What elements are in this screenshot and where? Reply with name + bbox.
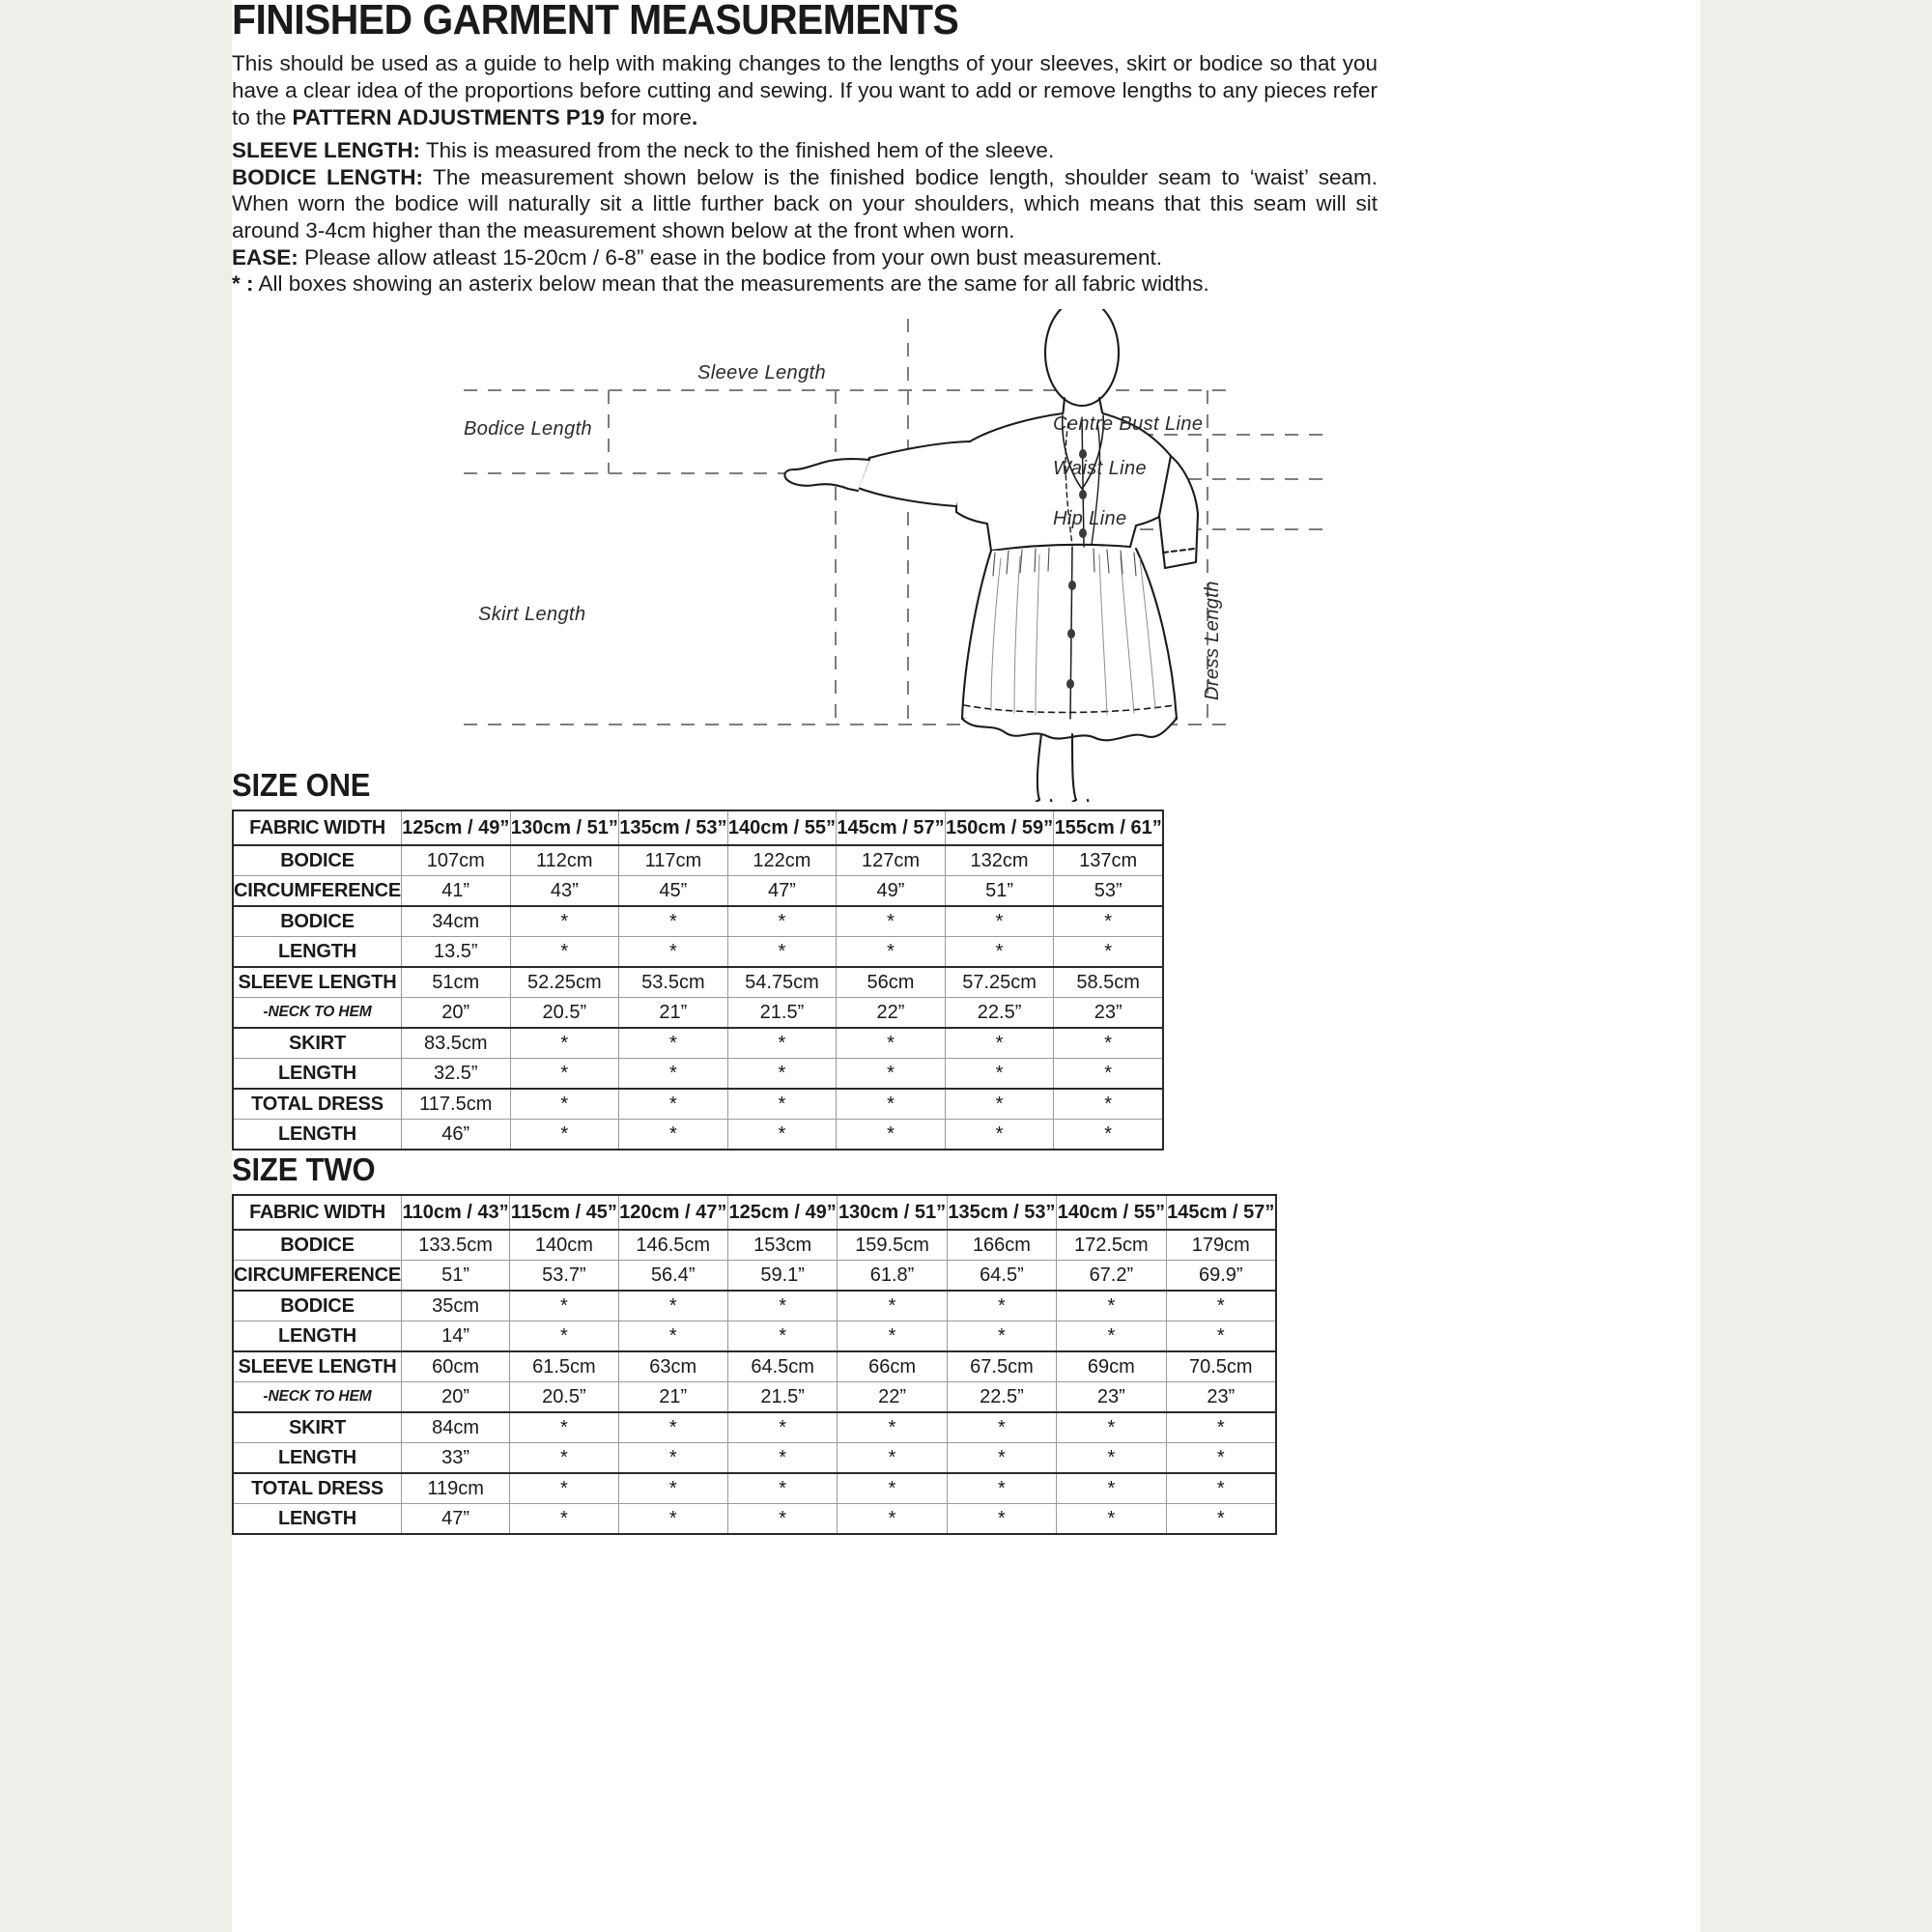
definition-text-asterix: All boxes showing an asterix below mean that the measurements are the same for all fabric widths. xyxy=(253,271,1209,297)
size-two-table xyxy=(232,1194,1277,1535)
definition-term-bodice-length: BODICE LENGTH: xyxy=(232,164,424,189)
cell-asterix: * xyxy=(618,1321,727,1352)
cell-asterix: * xyxy=(947,1321,1056,1352)
cell-asterix: * xyxy=(1057,1473,1166,1504)
header-cell-fabric-width: FABRIC WIDTH xyxy=(233,1195,401,1230)
cell-value-cm: 137cm xyxy=(1054,845,1163,876)
cell-value-cm: 153cm xyxy=(727,1230,837,1261)
cell-value-cm: 117.5cm xyxy=(401,1089,510,1120)
cell-asterix: * xyxy=(1166,1443,1276,1474)
row-label-top: BODICE xyxy=(233,1291,401,1321)
garment-measurement-diagram xyxy=(454,309,1517,802)
cell-value-cm: 34cm xyxy=(401,906,510,937)
cell-asterix: * xyxy=(837,1059,946,1090)
definitions-block xyxy=(232,137,1378,298)
row-label-top: BODICE xyxy=(233,845,401,876)
cell-value-cm: 35cm xyxy=(401,1291,509,1321)
cell-value-cm: 51cm xyxy=(401,967,510,998)
cell-value-cm: 70.5cm xyxy=(1166,1351,1276,1382)
cell-asterix: * xyxy=(1166,1412,1276,1443)
cell-value-inches: 64.5” xyxy=(947,1261,1056,1292)
cell-value-cm: 119cm xyxy=(401,1473,509,1504)
intro-paragraph xyxy=(232,50,1378,131)
cell-value-cm: 133.5cm xyxy=(401,1230,509,1261)
cell-asterix: * xyxy=(618,1504,727,1535)
cell-value-cm: 146.5cm xyxy=(618,1230,727,1261)
cell-value-cm: 67.5cm xyxy=(947,1351,1056,1382)
intro-text-3: . xyxy=(691,104,698,129)
header-cell-fabric-width-option: 130cm / 51” xyxy=(510,810,619,845)
dress-illustration-svg xyxy=(454,309,1517,802)
cell-asterix: * xyxy=(1166,1504,1276,1535)
cell-asterix: * xyxy=(1057,1443,1166,1474)
cell-value-inches: 53” xyxy=(1054,876,1163,907)
cell-value-inches: 43” xyxy=(510,876,619,907)
cell-asterix: * xyxy=(510,1412,618,1443)
table-row xyxy=(233,1059,1163,1090)
cell-asterix: * xyxy=(1054,1059,1163,1090)
cell-value-inches: 45” xyxy=(619,876,728,907)
cell-asterix: * xyxy=(837,1089,946,1120)
cell-asterix: * xyxy=(619,1059,728,1090)
header-cell-fabric-width-option: 155cm / 61” xyxy=(1054,810,1163,845)
row-label-top: TOTAL DRESS xyxy=(233,1089,401,1120)
cell-value-inches: 67.2” xyxy=(1057,1261,1166,1292)
cell-value-cm: 127cm xyxy=(837,845,946,876)
cell-value-inches: 69.9” xyxy=(1166,1261,1276,1292)
header-cell-fabric-width-option: 110cm / 43” xyxy=(401,1195,509,1230)
cell-value-cm: 63cm xyxy=(618,1351,727,1382)
row-label-bottom: -NECK TO HEM xyxy=(233,1382,401,1413)
cell-asterix: * xyxy=(1166,1291,1276,1321)
cell-value-inches: 20.5” xyxy=(510,998,619,1029)
cell-value-cm: 58.5cm xyxy=(1054,967,1163,998)
cell-asterix: * xyxy=(838,1321,947,1352)
cell-value-inches: 22” xyxy=(838,1382,947,1413)
definition-term-sleeve-length: SLEEVE LENGTH: xyxy=(232,138,421,162)
figure-outline xyxy=(784,309,1198,802)
definition-bodice-length xyxy=(232,164,1378,244)
cell-asterix: * xyxy=(1166,1321,1276,1352)
row-label-bottom: LENGTH xyxy=(233,1321,401,1352)
cell-value-inches: 20” xyxy=(401,998,510,1029)
cell-asterix: * xyxy=(945,1120,1054,1151)
cell-value-inches: 21” xyxy=(619,998,728,1029)
cell-asterix: * xyxy=(510,1443,618,1474)
cell-value-inches: 22.5” xyxy=(945,998,1054,1029)
page-title: FINISHED GARMENT MEASUREMENTS xyxy=(232,0,959,43)
definition-sleeve-length xyxy=(232,137,1378,164)
table-row xyxy=(233,906,1163,937)
cell-asterix: * xyxy=(510,1504,618,1535)
table-header-row xyxy=(233,810,1163,845)
cell-asterix: * xyxy=(727,1443,837,1474)
cell-value-cm: 57.25cm xyxy=(945,967,1054,998)
cell-asterix: * xyxy=(510,1059,619,1090)
cell-value-cm: 112cm xyxy=(510,845,619,876)
row-label-top: SLEEVE LENGTH xyxy=(233,967,401,998)
cell-asterix: * xyxy=(727,1321,837,1352)
cell-asterix: * xyxy=(947,1443,1056,1474)
cell-value-inches: 22” xyxy=(837,998,946,1029)
cell-asterix: * xyxy=(510,1120,619,1151)
header-cell-fabric-width-option: 115cm / 45” xyxy=(510,1195,618,1230)
row-label-bottom: LENGTH xyxy=(233,937,401,968)
document-sheet xyxy=(232,0,1700,1932)
cell-value-cm: 159.5cm xyxy=(838,1230,947,1261)
cell-value-inches: 51” xyxy=(945,876,1054,907)
row-label-top: BODICE xyxy=(233,906,401,937)
table-row xyxy=(233,1412,1276,1443)
cell-asterix: * xyxy=(619,1089,728,1120)
cell-value-cm: 179cm xyxy=(1166,1230,1276,1261)
cell-value-cm: 60cm xyxy=(401,1351,509,1382)
definition-ease xyxy=(232,244,1378,271)
size-one-title: SIZE ONE xyxy=(232,767,371,803)
header-cell-fabric-width-option: 150cm / 59” xyxy=(945,810,1054,845)
row-label-bottom: LENGTH xyxy=(233,1504,401,1535)
definition-asterix xyxy=(232,270,1378,298)
cell-asterix: * xyxy=(1166,1473,1276,1504)
definition-text-bodice-length: The measurement shown below is the finished bodice length, shoulder seam to ‘waist’ seam. When worn the bodice will naturally sit a little further back on your shoulders, which means that this seam will sit around 3-4cm higher than the measurement shown below at the front when worn. xyxy=(232,164,1378,243)
cell-value-inches: 61.8” xyxy=(838,1261,947,1292)
header-cell-fabric-width-option: 130cm / 51” xyxy=(838,1195,947,1230)
cell-asterix: * xyxy=(1054,906,1163,937)
cell-asterix: * xyxy=(945,1059,1054,1090)
cell-asterix: * xyxy=(619,1028,728,1059)
cell-asterix: * xyxy=(838,1473,947,1504)
cell-value-inches: 32.5” xyxy=(401,1059,510,1090)
cell-asterix: * xyxy=(1057,1321,1166,1352)
table-row xyxy=(233,998,1163,1029)
row-label-top: SKIRT xyxy=(233,1412,401,1443)
table-row xyxy=(233,1261,1276,1292)
cell-asterix: * xyxy=(947,1504,1056,1535)
cell-value-inches: 13.5” xyxy=(401,937,510,968)
label-sleeve-length: Sleeve Length xyxy=(697,362,827,384)
cell-asterix: * xyxy=(510,906,619,937)
cell-value-cm: 64.5cm xyxy=(727,1351,837,1382)
header-cell-fabric-width-option: 145cm / 57” xyxy=(837,810,946,845)
cell-value-inches: 59.1” xyxy=(727,1261,837,1292)
cell-value-inches: 23” xyxy=(1057,1382,1166,1413)
size-two-title: SIZE TWO xyxy=(232,1151,376,1187)
cell-asterix: * xyxy=(945,937,1054,968)
cell-asterix: * xyxy=(945,1028,1054,1059)
label-skirt-length: Skirt Length xyxy=(478,604,586,625)
cell-asterix: * xyxy=(837,906,946,937)
cell-value-cm: 61.5cm xyxy=(510,1351,618,1382)
table-row xyxy=(233,1028,1163,1059)
cell-asterix: * xyxy=(947,1291,1056,1321)
table-row xyxy=(233,1230,1276,1261)
cell-value-inches: 22.5” xyxy=(947,1382,1056,1413)
cell-asterix: * xyxy=(837,1028,946,1059)
row-label-bottom: CIRCUMFERENCE xyxy=(233,1261,401,1292)
cell-value-cm: 53.5cm xyxy=(619,967,728,998)
row-label-top: TOTAL DRESS xyxy=(233,1473,401,1504)
row-label-top: BODICE xyxy=(233,1230,401,1261)
cell-value-cm: 54.75cm xyxy=(727,967,837,998)
cell-value-inches: 49” xyxy=(837,876,946,907)
cell-asterix: * xyxy=(945,906,1054,937)
cell-asterix: * xyxy=(619,1120,728,1151)
cell-value-inches: 47” xyxy=(727,876,837,907)
cell-asterix: * xyxy=(1057,1504,1166,1535)
cell-value-inches: 23” xyxy=(1166,1382,1276,1413)
cell-value-cm: 84cm xyxy=(401,1412,509,1443)
header-cell-fabric-width-option: 135cm / 53” xyxy=(619,810,728,845)
table-row xyxy=(233,1291,1276,1321)
cell-value-cm: 122cm xyxy=(727,845,837,876)
cell-asterix: * xyxy=(510,1473,618,1504)
table-row xyxy=(233,1120,1163,1151)
pattern-adjustments-reference: PATTERN ADJUSTMENTS P19 xyxy=(292,104,605,129)
definition-term-ease: EASE: xyxy=(232,244,298,270)
table-row xyxy=(233,876,1163,907)
cell-asterix: * xyxy=(510,1028,619,1059)
header-cell-fabric-width-option: 140cm / 55” xyxy=(1057,1195,1166,1230)
definition-text-sleeve-length: This is measured from the neck to the finished hem of the sleeve. xyxy=(420,138,1055,162)
cell-asterix: * xyxy=(1054,1120,1163,1151)
table-row xyxy=(233,1443,1276,1474)
row-label-bottom: LENGTH xyxy=(233,1443,401,1474)
cell-value-cm: 83.5cm xyxy=(401,1028,510,1059)
header-cell-fabric-width-option: 120cm / 47” xyxy=(618,1195,727,1230)
cell-value-inches: 21.5” xyxy=(727,998,837,1029)
intro-text-2: for more xyxy=(604,104,692,129)
cell-asterix: * xyxy=(618,1443,727,1474)
cell-value-inches: 47” xyxy=(401,1504,509,1535)
label-hip-line: Hip Line xyxy=(1053,508,1127,529)
cell-value-cm: 166cm xyxy=(947,1230,1056,1261)
cell-asterix: * xyxy=(1057,1291,1166,1321)
cell-value-inches: 53.7” xyxy=(510,1261,618,1292)
cell-asterix: * xyxy=(838,1291,947,1321)
cell-asterix: * xyxy=(619,937,728,968)
table-row xyxy=(233,1089,1163,1120)
cell-asterix: * xyxy=(510,1089,619,1120)
header-cell-fabric-width-option: 145cm / 57” xyxy=(1166,1195,1276,1230)
cell-asterix: * xyxy=(945,1089,1054,1120)
row-label-top: SKIRT xyxy=(233,1028,401,1059)
cell-asterix: * xyxy=(510,1321,618,1352)
header-cell-fabric-width-option: 125cm / 49” xyxy=(401,810,510,845)
label-dress-length: Dress Length xyxy=(1202,581,1223,700)
cell-asterix: * xyxy=(727,1473,837,1504)
cell-asterix: * xyxy=(727,1291,837,1321)
cell-asterix: * xyxy=(618,1473,727,1504)
cell-asterix: * xyxy=(727,1504,837,1535)
cell-value-cm: 140cm xyxy=(510,1230,618,1261)
cell-value-inches: 51” xyxy=(401,1261,509,1292)
cell-value-cm: 107cm xyxy=(401,845,510,876)
cell-asterix: * xyxy=(1057,1412,1166,1443)
cell-asterix: * xyxy=(618,1291,727,1321)
definition-term-asterix: * : xyxy=(232,271,254,297)
row-label-bottom: -NECK TO HEM xyxy=(233,998,401,1029)
header-cell-fabric-width-option: 140cm / 55” xyxy=(727,810,837,845)
cell-asterix: * xyxy=(1054,1089,1163,1120)
cell-value-inches: 33” xyxy=(401,1443,509,1474)
cell-asterix: * xyxy=(727,1120,837,1151)
table-row xyxy=(233,845,1163,876)
cell-asterix: * xyxy=(1054,937,1163,968)
label-waist-line: Waist Line xyxy=(1053,458,1148,479)
cell-value-inches: 14” xyxy=(401,1321,509,1352)
label-centre-bust-line: Centre Bust Line xyxy=(1053,413,1204,435)
row-label-bottom: LENGTH xyxy=(233,1059,401,1090)
cell-asterix: * xyxy=(727,1028,837,1059)
table-row xyxy=(233,1382,1276,1413)
table-row xyxy=(233,1321,1276,1352)
cell-asterix: * xyxy=(727,906,837,937)
header-cell-fabric-width: FABRIC WIDTH xyxy=(233,810,401,845)
cell-asterix: * xyxy=(727,937,837,968)
cell-asterix: * xyxy=(727,1412,837,1443)
cell-value-inches: 20” xyxy=(401,1382,509,1413)
cell-value-cm: 69cm xyxy=(1057,1351,1166,1382)
intro-text-1: This should be used as a guide to help with making changes to the lengths of your sleeves, skirt or bodice so that you have a clear idea of the proportions before cutting and sewing. If you want to add or remove lengths to any pieces refer to the xyxy=(232,51,1378,129)
cell-value-cm: 117cm xyxy=(619,845,728,876)
cell-value-inches: 20.5” xyxy=(510,1382,618,1413)
cell-value-cm: 56cm xyxy=(837,967,946,998)
label-bodice-length: Bodice Length xyxy=(464,418,593,440)
cell-asterix: * xyxy=(727,1059,837,1090)
cell-value-cm: 132cm xyxy=(945,845,1054,876)
cell-value-inches: 21.5” xyxy=(727,1382,837,1413)
cell-asterix: * xyxy=(837,1120,946,1151)
cell-asterix: * xyxy=(510,1291,618,1321)
row-label-bottom: CIRCUMFERENCE xyxy=(233,876,401,907)
cell-asterix: * xyxy=(947,1412,1056,1443)
cell-asterix: * xyxy=(618,1412,727,1443)
cell-asterix: * xyxy=(838,1504,947,1535)
table-row xyxy=(233,937,1163,968)
table-header-row xyxy=(233,1195,1276,1230)
size-one-table xyxy=(232,810,1164,1151)
cell-value-inches: 46” xyxy=(401,1120,510,1151)
definition-text-ease: Please allow atleast 15-20cm / 6-8” ease in the bodice from your own bust measurement. xyxy=(298,244,1162,270)
table-row xyxy=(233,1351,1276,1382)
cell-asterix: * xyxy=(838,1412,947,1443)
cell-value-inches: 41” xyxy=(401,876,510,907)
cell-asterix: * xyxy=(837,937,946,968)
cell-asterix: * xyxy=(838,1443,947,1474)
cell-value-inches: 21” xyxy=(618,1382,727,1413)
cell-asterix: * xyxy=(727,1089,837,1120)
header-cell-fabric-width-option: 135cm / 53” xyxy=(947,1195,1056,1230)
cell-asterix: * xyxy=(619,906,728,937)
table-row xyxy=(233,1504,1276,1535)
table-row xyxy=(233,1473,1276,1504)
row-label-bottom: LENGTH xyxy=(233,1120,401,1151)
row-label-top: SLEEVE LENGTH xyxy=(233,1351,401,1382)
cell-value-cm: 172.5cm xyxy=(1057,1230,1166,1261)
cell-asterix: * xyxy=(510,937,619,968)
cell-value-cm: 66cm xyxy=(838,1351,947,1382)
cell-value-inches: 56.4” xyxy=(618,1261,727,1292)
cell-asterix: * xyxy=(947,1473,1056,1504)
cell-value-cm: 52.25cm xyxy=(510,967,619,998)
table-row xyxy=(233,967,1163,998)
header-cell-fabric-width-option: 125cm / 49” xyxy=(727,1195,837,1230)
cell-asterix: * xyxy=(1054,1028,1163,1059)
cell-value-inches: 23” xyxy=(1054,998,1163,1029)
